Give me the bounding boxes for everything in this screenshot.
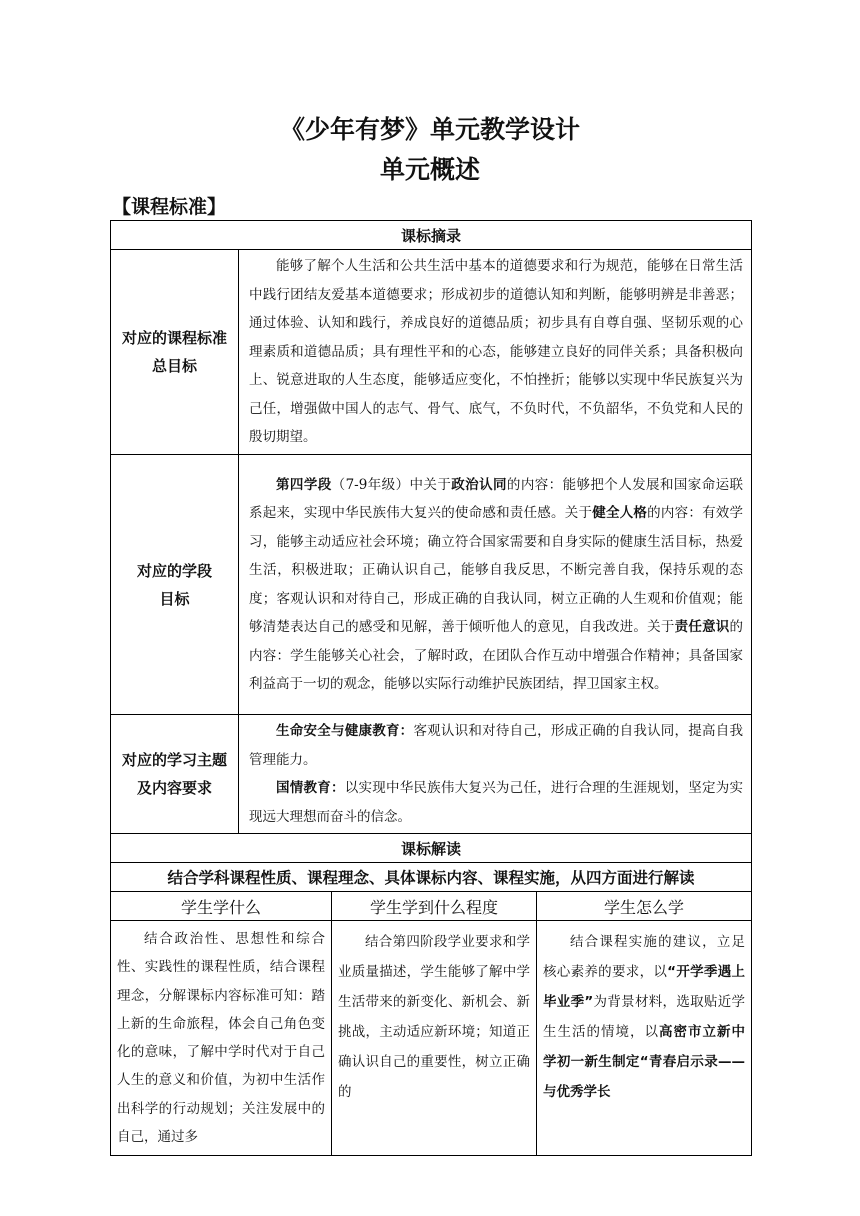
- theme-bold-a: 生命安全与健康教育：: [276, 723, 414, 739]
- how-text-b: 为背景材料，选取贴近学生生活的情境，以: [543, 994, 746, 1040]
- stage-text-d: 的内容：学生能够关心社会，了解时政，在团队合作互动中增强合作精神；具备国家利益高于一切的观念，能够以实际行动维护民族团结，捍卫国家主权。: [249, 619, 744, 692]
- stage-text-b: 的内容：能够把个人发展和国家命运联系起来，实现中华民族伟大复兴的使命感和责任感。关于: [249, 476, 744, 521]
- theme-bold-b: 国情教育：: [276, 780, 345, 796]
- col-degree-text: [332, 921, 537, 1156]
- row-label-theme: [111, 715, 239, 834]
- stage-bold-1: 第四学段: [276, 476, 332, 493]
- how-bold-b: 高密市立新中学初一新生制定“青春启示录——与优秀学长: [543, 1024, 746, 1100]
- theme-paragraph-a: [249, 717, 743, 774]
- how-text-a: 结合课程实施的建议，立足核心素养的要求，以: [543, 934, 746, 980]
- col-what-text: [111, 921, 332, 1156]
- theme-text: [239, 715, 752, 834]
- document-subtitle: 单元概述: [379, 155, 480, 184]
- col-what-paragraph: 结合政治性、思想性和综合性、实践性的课程性质，结合课程理念，分解课标内容标准可知：踏上新的生命旅程，体会自己角色变化的意味，了解中学时代对于自己人生的意义和价值，为初中生活作出科学的行动规划；关注发展中的自己，通过多: [117, 931, 325, 1146]
- row-label-overall-goal: [111, 250, 239, 455]
- row-label-text: 对应的学习主题及内容要求: [121, 751, 227, 797]
- theme-paragraph-b: [249, 774, 743, 831]
- curriculum-table: [110, 220, 752, 1156]
- theme-text-a: 客观认识和对待自己，形成正确的自我认同，提高自我管理能力。: [249, 723, 744, 768]
- interpret-header: 课标解读: [111, 834, 752, 863]
- section-heading: 【课程标准】: [112, 196, 227, 218]
- theme-text-b: 以实现中华民族伟大复兴为己任，进行合理的生涯规划，坚定为实现远大理想而奋斗的信念。: [249, 780, 744, 825]
- stage-bold-2: 政治认同: [451, 476, 507, 493]
- overall-goal-text: [239, 250, 752, 455]
- stage-bold-3: 健全人格: [592, 505, 648, 521]
- row-label-stage-goal: [111, 455, 239, 715]
- row-label-text: 对应的课程标准总目标: [121, 329, 227, 375]
- stage-goal-paragraph: [249, 471, 743, 699]
- col-how-text: [537, 921, 752, 1156]
- col-head-degree: 学生学到什么程度: [332, 892, 537, 921]
- stage-goal-text: [239, 455, 752, 715]
- stage-text-a: （7-9年级）中关于: [331, 476, 452, 493]
- col-degree-paragraph: 结合第四阶段学业要求和学业质量描述，学生能够了解中学生活带来的新变化、新机会、新挑战，主动适应新环境；知道正确认识自己的重要性，树立正确的: [338, 934, 530, 1100]
- how-bold-a: “开学季遇上毕业季”: [543, 964, 746, 1010]
- interpret-subheader: 结合学科课程性质、课程理念、具体课标内容、课程实施，从四方面进行解读: [111, 863, 752, 892]
- col-head-how: 学生怎么学: [537, 892, 752, 921]
- row-label-text: 对应的学段目标: [136, 561, 212, 608]
- excerpt-header: 课标摘录: [111, 221, 752, 250]
- col-how-paragraph: [543, 927, 745, 1107]
- col-head-what: 学生学什么: [111, 892, 332, 921]
- overall-goal-paragraph: 能够了解个人生活和公共生活中基本的道德要求和行为规范，能够在日常生活中践行团结友爱基本道德要求；形成初步的道德认知和判断，能够明辨是非善恶；通过体验、认知和践行，养成良好的道德品质；初步具有自尊自强、坚韧乐观的心理素质和道德品质；具有理性平和的心态，能够建立良好的同伴关系；具备积极向上、锐意进取的人生态度，能够适应变化，不怕挫折；能够以实现中华民族复兴为己任，增强做中国人的志气、骨气、底气，不负时代，不负韶华，不负党和人民的殷切期望。: [249, 258, 744, 446]
- stage-text-c: 的内容：有效学习，能够主动适应社会环境；确立符合国家需要和自身实际的健康生活目标，热爱生活，积极进取；正确认识自己，能够自我反思，不断完善自我，保持乐观的态度；客观认识和对待自己，形成正确的自我认同，树立正确的人生观和价值观；能够清楚表达自己的感受和见解，善于倾听他人的意见，自我改进。关于: [249, 505, 744, 635]
- document-title: 《少年有梦》单元教学设计: [279, 115, 580, 144]
- stage-bold-4: 责任意识: [674, 619, 730, 635]
